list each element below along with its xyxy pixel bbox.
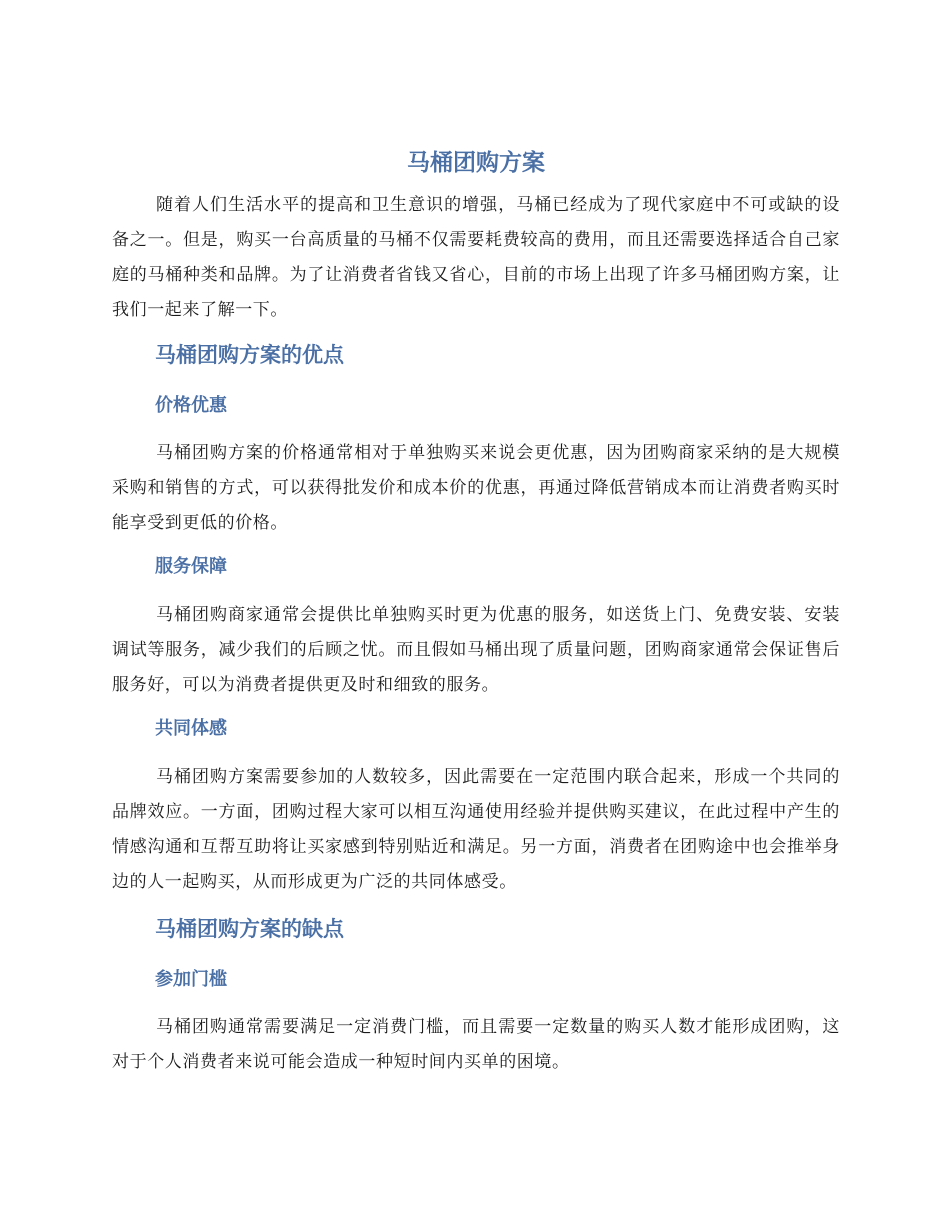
threshold-heading: 参加门槛 [155,969,227,990]
community-paragraph: 马桶团购方案需要参加的人数较多，因此需要在一定范围内联合起来，形成一个共同的品牌效应。一方面，团购过程大家可以相互沟通使用经验并提供购买建议，在此过程中产生的情感沟通和互帮互助将让买家感到特别贴近和满足。另一方面，消费者在团购途中也会推举身边的人一起购买，从而形成更为广泛的共同体感受。 [112,767,840,892]
threshold-paragraph: 马桶团购通常需要满足一定消费门槛，而且需要一定数量的购买人数才能形成团购，这对于个人消费者来说可能会造成一种短时间内买单的困境。 [112,1017,840,1072]
document-page [112,146,840,1080]
community-heading: 共同体感 [155,718,227,739]
disadvantages-heading: 马桶团购方案的缺点 [155,917,344,941]
advantages-heading: 马桶团购方案的优点 [155,343,344,367]
document-title: 马桶团购方案 [407,150,545,176]
intro-paragraph: 随着人们生活水平的提高和卫生意识的增强，马桶已经成为了现代家庭中不可或缺的设备之一。但是，购买一台高质量的马桶不仅需要耗费较高的费用，而且还需要选择适合自己家庭的马桶种类和品牌。为了让消费者省钱又省心，目前的市场上出现了许多马桶团购方案，让我们一起来了解一下。 [112,195,840,320]
price-paragraph: 马桶团购方案的价格通常相对于单独购买来说会更优惠，因为团购商家采纳的是大规模采购和销售的方式，可以获得批发价和成本价的优惠，再通过降低营销成本而让消费者购买时能享受到更低的价格。 [112,443,840,533]
price-heading: 价格优惠 [155,395,227,416]
service-heading: 服务保障 [155,556,227,577]
service-paragraph: 马桶团购商家通常会提供比单独购买时更为优惠的服务，如送货上门、免费安装、安装调试等服务，减少我们的后顾之忧。而且假如马桶出现了质量问题，团购商家通常会保证售后服务好，可以为消费者提供更及时和细致的服务。 [112,605,840,695]
